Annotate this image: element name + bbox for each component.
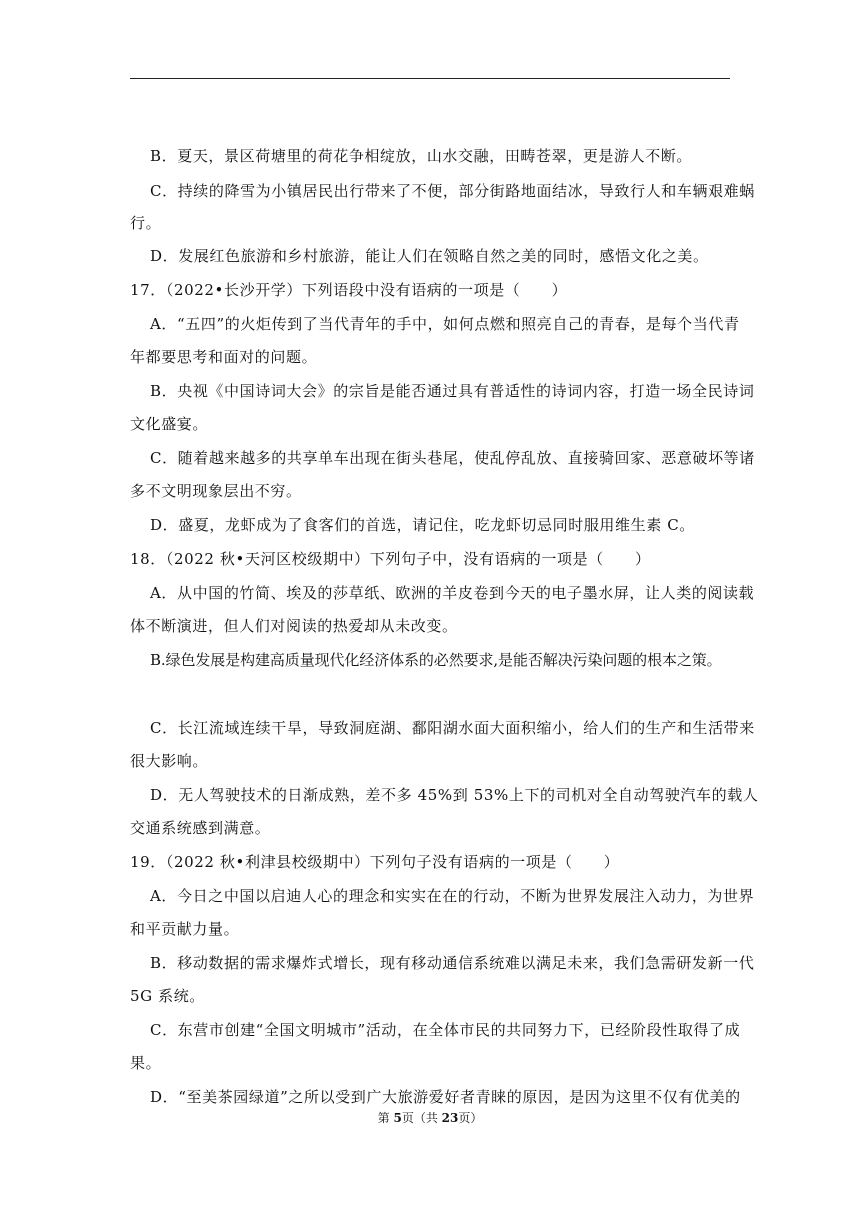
q19-option-d-line1: D．“至美茶园绿道”之所以受到广大旅游爱好者青睐的原因，是因为这里不仅有优美的 [150,1088,741,1106]
q18-option-a-line1: A．从中国的竹简、埃及的莎草纸、欧洲的羊皮卷到今天的电子墨水屏，让人类的阅读载 [150,584,755,602]
q19-stem: 19．（2022 秋•利津县校级期中）下列句子没有语病的一项是（ ） [130,853,620,871]
q19-option-a-line1: A．今日之中国以启迪人心的理念和实实在在的行动，不断为世界发展注入动力，为世界 [150,887,755,905]
q17-option-b-line2: 文化盛宴。 [130,415,209,433]
footer-page-number: 5 [393,1111,402,1125]
q18-option-a-line2: 体不断演进，但人们对阅读的热爱却从未改变。 [130,617,458,635]
q18-option-d-line1: D．无人驾驶技术的日渐成熟，差不多 45%到 53%上下的司机对全自动驾驶汽车的载人 [150,786,759,804]
q17-option-c-line1: C．随着越来越多的共享单车出现在街头巷尾，使乱停乱放、直接骑回家、恶意破坏等诸 [150,449,755,467]
q16-option-b: B．夏天，景区荷塘里的荷花争相绽放，山水交融，田畴苍翠，更是游人不断。 [150,147,693,165]
q17-option-a-line2: 年都要思考和面对的问题。 [130,348,318,366]
q18-option-c-line2: 很大影响。 [130,752,209,770]
q16-option-d: D．发展红色旅游和乡村旅游，能让人们在领略自然之美的同时，感悟文化之美。 [150,247,709,265]
q17-stem: 17．（2022•长沙开学）下列语段中没有语病的一项是（ ） [130,281,568,299]
q18-option-b: B.绿色发展是构建高质量现代化经济体系的必然要求,是能否解决污染问题的根本之策。 [150,651,722,669]
q18-option-d-line2: 交通系统感到满意。 [130,819,271,837]
q19-option-b-line1: B．移动数据的需求爆炸式增长，现有移动通信系统难以满足未来，我们急需研发新一代 [150,954,755,972]
page-footer [0,1110,860,1126]
q19-option-b-line2: 5G 系统。 [130,987,205,1005]
q18-option-c-line1: C．长江流域连续干旱，导致洞庭湖、鄱阳湖水面大面积缩小，给人们的生产和生活带来 [150,719,755,737]
q17-option-a-line1: A．“五四”的火炬传到了当代青年的手中，如何点燃和照亮自己的青春，是每个当代青 [150,315,740,333]
q19-option-c-line2: 果。 [130,1054,162,1072]
q18-stem: 18．（2022 秋•天河区校级期中）下列句子中，没有语病的一项是（ ） [130,550,651,568]
q17-option-d: D．盛夏，龙虾成为了食客们的首选，请记住，吃龙虾切忌同时服用维生素 C。 [150,516,695,534]
q16-option-c-line1: C．持续的降雪为小镇居民出行带来了不便，部分街路地面结冰，导致行人和车辆艰难蜗 [150,182,755,200]
footer-total-pages: 23 [441,1111,459,1125]
q17-option-b-line1: B．央视《中国诗词大会》的宗旨是能否通过具有普适性的诗词内容，打造一场全民诗词 [150,382,755,400]
header-rule [130,78,730,79]
q17-option-c-line2: 多不文明现象层出不穷。 [130,482,302,500]
footer-prefix: 第 [377,1111,394,1125]
footer-middle: 页（共 [401,1111,442,1125]
q16-option-c-line2: 行。 [130,214,162,232]
q19-option-a-line2: 和平贡献力量。 [130,920,240,938]
footer-suffix: 页） [458,1111,483,1125]
q19-option-c-line1: C．东营市创建“全国文明城市”活动，在全体市民的共同努力下，已经阶段性取得了成 [150,1021,741,1039]
